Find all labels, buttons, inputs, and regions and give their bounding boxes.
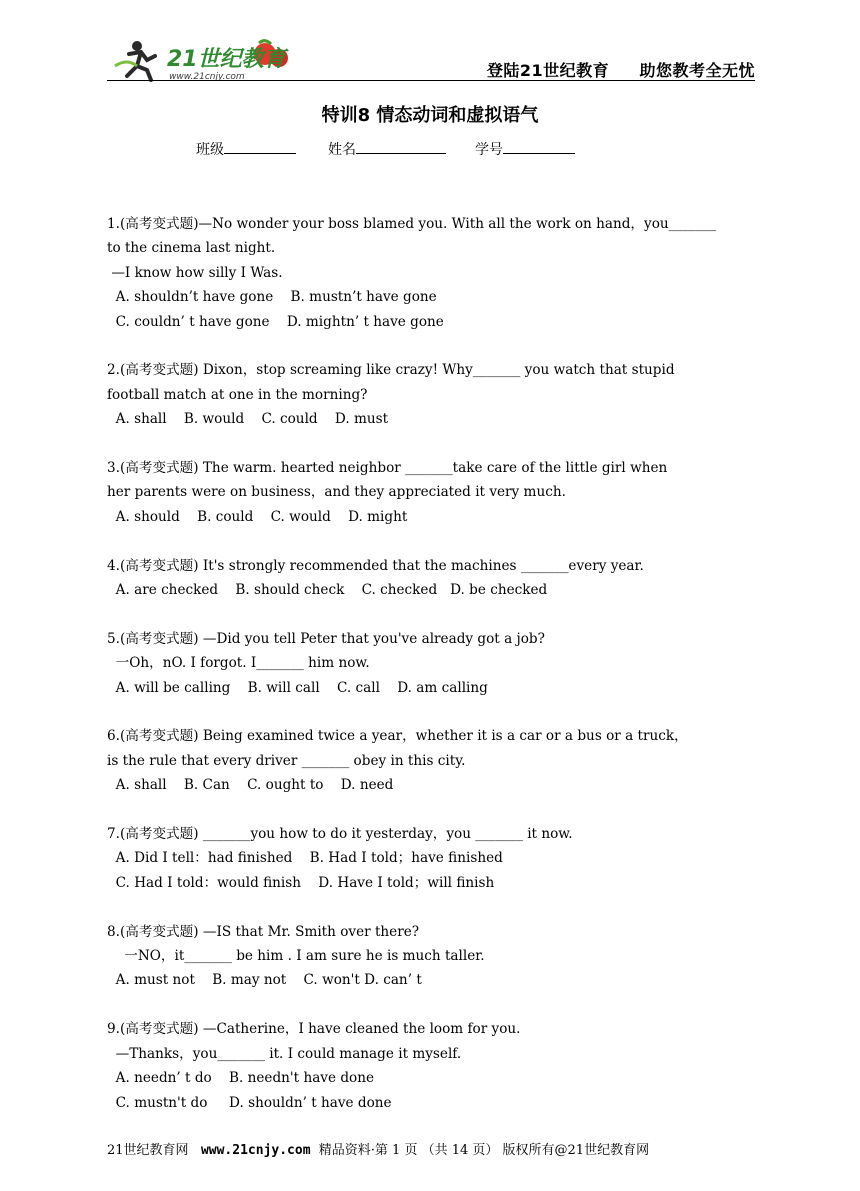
question-item [107, 627, 757, 700]
question-stem-line: 5.(高考变式题) —Did you tell Peter that you've already got a job? [107, 630, 545, 647]
class-label: 班级 [196, 142, 224, 158]
question-stem-line: 9.(高考变式题) —Catherine，I have cleaned the loom for you. [107, 1021, 521, 1038]
student-id-label: 学号 [475, 142, 503, 158]
page-title: 特训8 情态动词和虚拟语气 [321, 105, 539, 126]
page-footer [107, 1139, 649, 1158]
student-id-field[interactable] [475, 139, 575, 159]
answer-option-line[interactable]: A. should B. could C. would D. might [107, 508, 408, 525]
svg-text:www.21cnjy.com: www.21cnjy.com [169, 72, 245, 82]
answer-options [107, 773, 757, 797]
header-divider [107, 80, 755, 81]
answer-option-line[interactable]: A. Did I tell：had finished B. Had I told；have finished [107, 850, 503, 867]
header-slogan [487, 58, 755, 81]
svg-text:21世纪教育: 21世纪教育 [167, 47, 286, 72]
footer-url-link[interactable]: www.21cnjy.com [200, 1143, 311, 1158]
footer-site-name: 21世纪教育网 [107, 1143, 189, 1158]
answer-options [107, 505, 757, 529]
question-item [107, 358, 757, 431]
question-stem-line: 7.(高考变式题) _______you how to do it yesterday，you _______ it now. [107, 826, 573, 843]
answer-options [107, 846, 757, 895]
question-stem-line: 2.(高考变式题) Dixon，stop screaming like crazy! Why_______ you watch that stupid [107, 362, 675, 379]
student-id-blank[interactable] [503, 139, 575, 154]
question-stem-line: 1.(高考变式题)—No wonder your boss blamed you. With all the work on hand，you_______ [107, 216, 717, 232]
answer-options [107, 968, 757, 992]
question-stem-line: to the cinema last night. [107, 240, 276, 257]
class-field[interactable] [196, 139, 296, 159]
question-stem-line: —I know how silly I Was. [107, 264, 283, 281]
name-label: 姓名 [328, 142, 356, 158]
question-item [107, 1017, 757, 1115]
answer-option-line[interactable]: A. shall B. would C. could D. must [107, 411, 389, 428]
answer-option-line[interactable]: A. needn’ t do B. needn't have done [107, 1070, 375, 1087]
footer-page-info: 精品资料·第 1 页 （共 14 页） 版权所有@21世纪教育网 [318, 1143, 650, 1158]
question-stem-line: football match at one in the morning? [107, 386, 368, 403]
site-logo[interactable] [107, 36, 307, 82]
answer-option-line[interactable]: A. shouldn’t have gone B. mustn’t have gone [107, 289, 437, 306]
question-stem-line: 4.(高考变式题) It's strongly recommended that the machines _______every year. [107, 557, 644, 574]
answer-options [107, 285, 757, 334]
question-stem-line: her parents were on business，and they appreciated it very much. [107, 484, 566, 501]
slogan-right: 助您教考全无忧 [639, 61, 755, 80]
question-stem-line: 6.(高考变式题) Being examined twice a year，whether it is a car or a bus or a truck， [107, 728, 688, 745]
answer-options [107, 676, 757, 700]
answer-options [107, 407, 757, 431]
answer-options [107, 1066, 757, 1115]
answer-option-line[interactable]: A. must not B. may not C. won't D. can’ t [107, 972, 422, 989]
name-blank[interactable] [356, 139, 446, 154]
question-stem-line: is the rule that every driver _______ obey in this city. [107, 752, 466, 769]
answer-option-line[interactable]: C. Had I told：would finish D. Have I told；will finish [107, 874, 495, 891]
answer-option-line[interactable]: A. shall B. Can C. ought to D. need [107, 777, 394, 794]
question-item [107, 212, 757, 334]
question-list [107, 212, 757, 1139]
question-stem-line: 一NO，it_______ be him . I am sure he is much taller. [107, 948, 485, 965]
answer-option-line[interactable]: C. mustn't do D. shouldn’ t have done [107, 1094, 392, 1111]
question-item [107, 920, 757, 993]
answer-option-line[interactable]: C. couldn’ t have gone D. mightn’ t have gone [107, 313, 444, 330]
question-stem-line: —Thanks，you_______ it. I could manage it myself. [107, 1045, 462, 1062]
question-stem-line: 3.(高考变式题) The warm. hearted neighbor _______take care of the little girl when [107, 460, 668, 477]
answer-option-line[interactable]: A. will be calling B. will call C. call D. am calling [107, 679, 488, 696]
class-blank[interactable] [224, 139, 296, 154]
question-stem-line: 8.(高考变式题) —IS that Mr. Smith over there? [107, 923, 420, 940]
question-item [107, 456, 757, 529]
answer-option-line[interactable]: A. are checked B. should check C. checked D. be checked [107, 582, 548, 599]
name-field[interactable] [328, 139, 446, 159]
question-item [107, 724, 757, 797]
slogan-left: 登陆21世纪教育 [486, 61, 610, 80]
answer-options [107, 578, 757, 602]
question-item [107, 554, 757, 603]
question-stem-line: 一Oh，nO. I forgot. I_______ him now. [107, 655, 370, 672]
question-item [107, 822, 757, 895]
